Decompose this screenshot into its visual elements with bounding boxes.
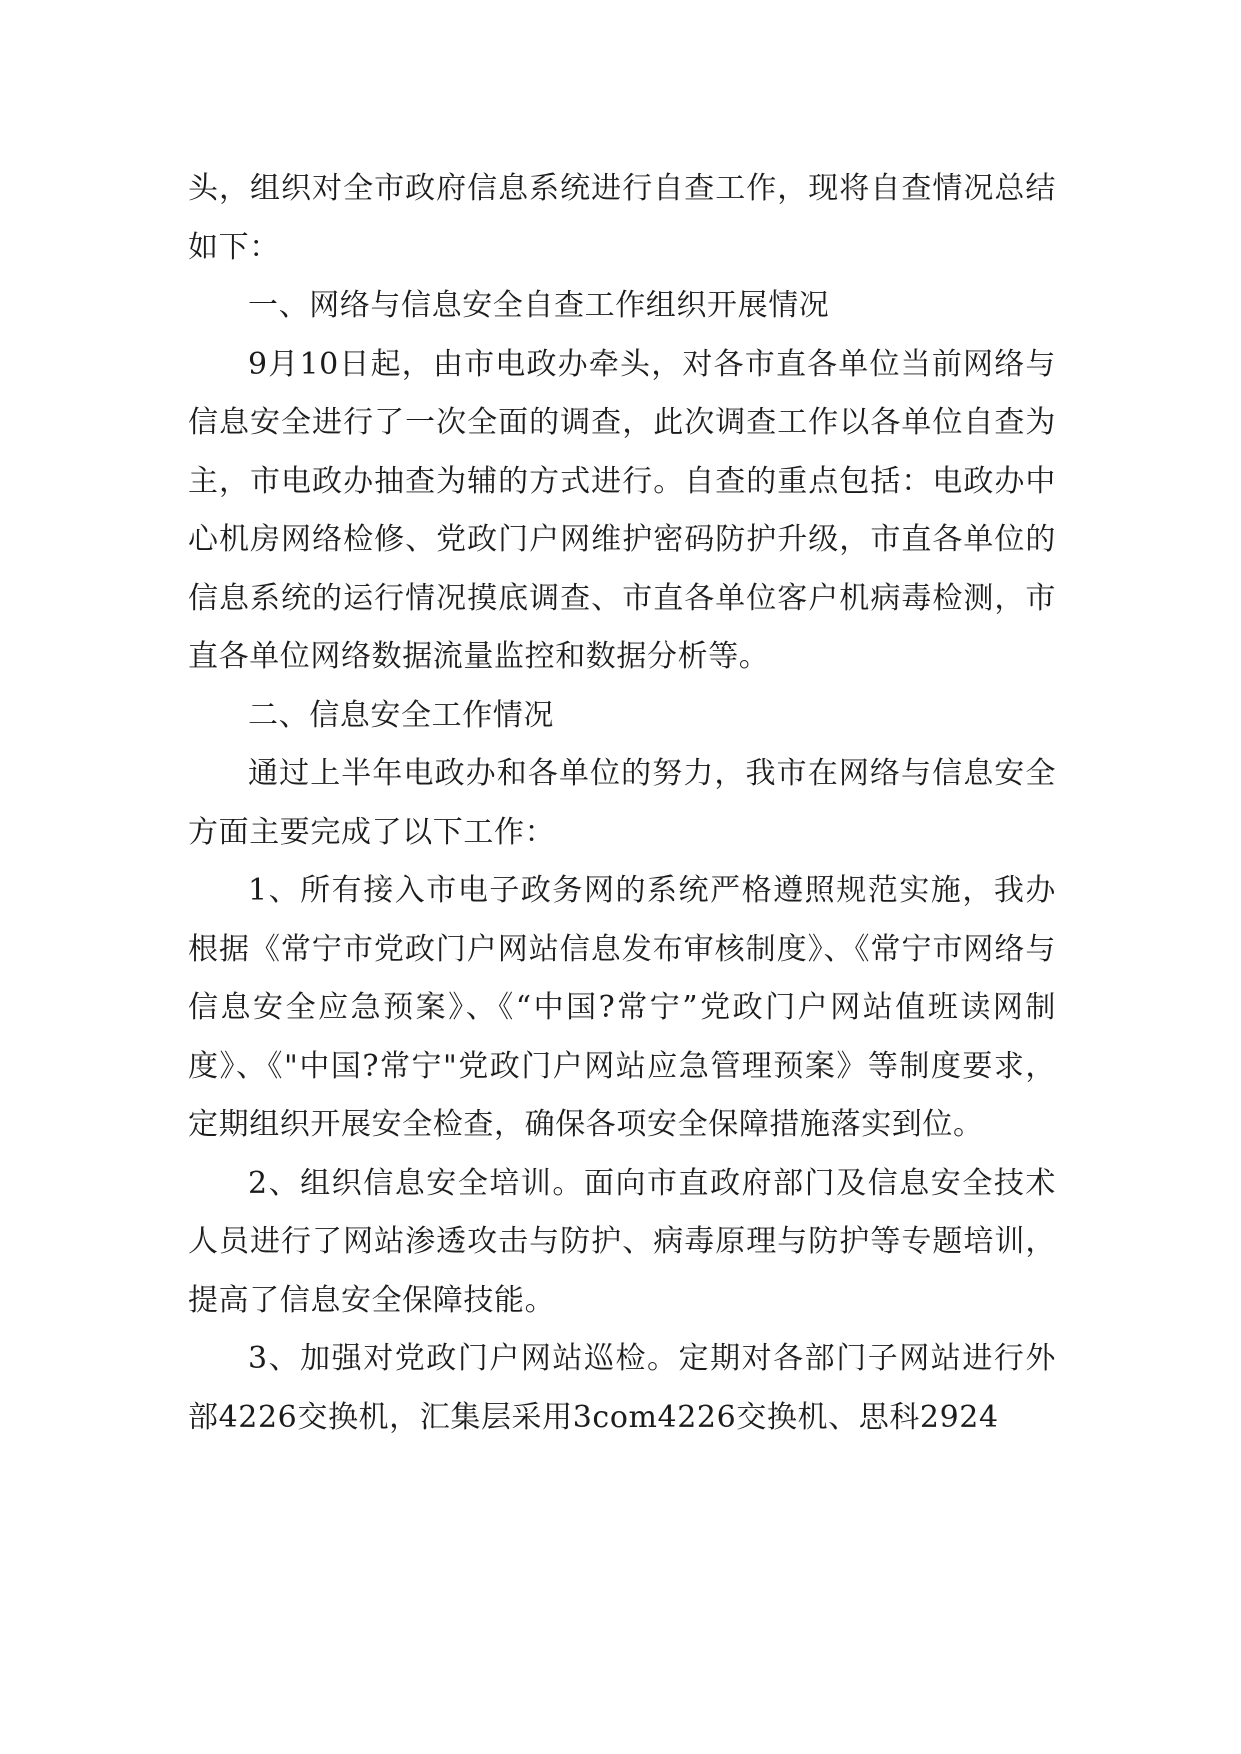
list-item-3: 3、加强对党政门户网站巡检。定期对各部门子网站进行外部4226交换机，汇集层采用3com4226交换机、思科2924 (188, 1341, 1056, 1435)
paragraph-self-check: 9月10日起，由市电政办牵头，对各市直各单位当前网络与信息安全进行了一次全面的调查，此次调查工作以各单位自查为主，市电政办抽查为辅的方式进行。自查的重点包括：电政办中心机房网络检修、党政门户网维护密码防护升级，市直各单位的信息系统的运行情况摸底调查、市直各单位客户机病毒检测，市直各单位网络数据流量监控和数据分析等。 (188, 346, 1056, 674)
paragraph-intro: 头，组织对全市政府信息系统进行自查工作，现将自查情况总结如下： (188, 171, 1056, 265)
list-item-2: 2、组织信息安全培训。面向市直政府部门及信息安全技术人员进行了网站渗透攻击与防护、病毒原理与防护等专题培训，提高了信息安全保障技能。 (188, 1165, 1056, 1318)
section-heading-1: 一、网络与信息安全自查工作组织开展情况 (248, 288, 830, 323)
document-body (188, 160, 1056, 1447)
section-heading-2: 二、信息安全工作情况 (248, 697, 554, 733)
paragraph-summary: 通过上半年电政办和各单位的努力，我市在网络与信息安全方面主要完成了以下工作： (188, 756, 1056, 850)
list-item-1: 1、所有接入市电子政务网的系统严格遵照规范实施，我办根据《常宁市党政门户网站信息发布审核制度》、《常宁市网络与信息安全应急预案》、《“中国?常宁”党政门户网站值班读网制度》、《"中国?常宁"党政门户网站应急管理预案》等制度要求，定期组织开展安全检查，确保各项安全保障措施落实到位。 (188, 873, 1056, 1142)
